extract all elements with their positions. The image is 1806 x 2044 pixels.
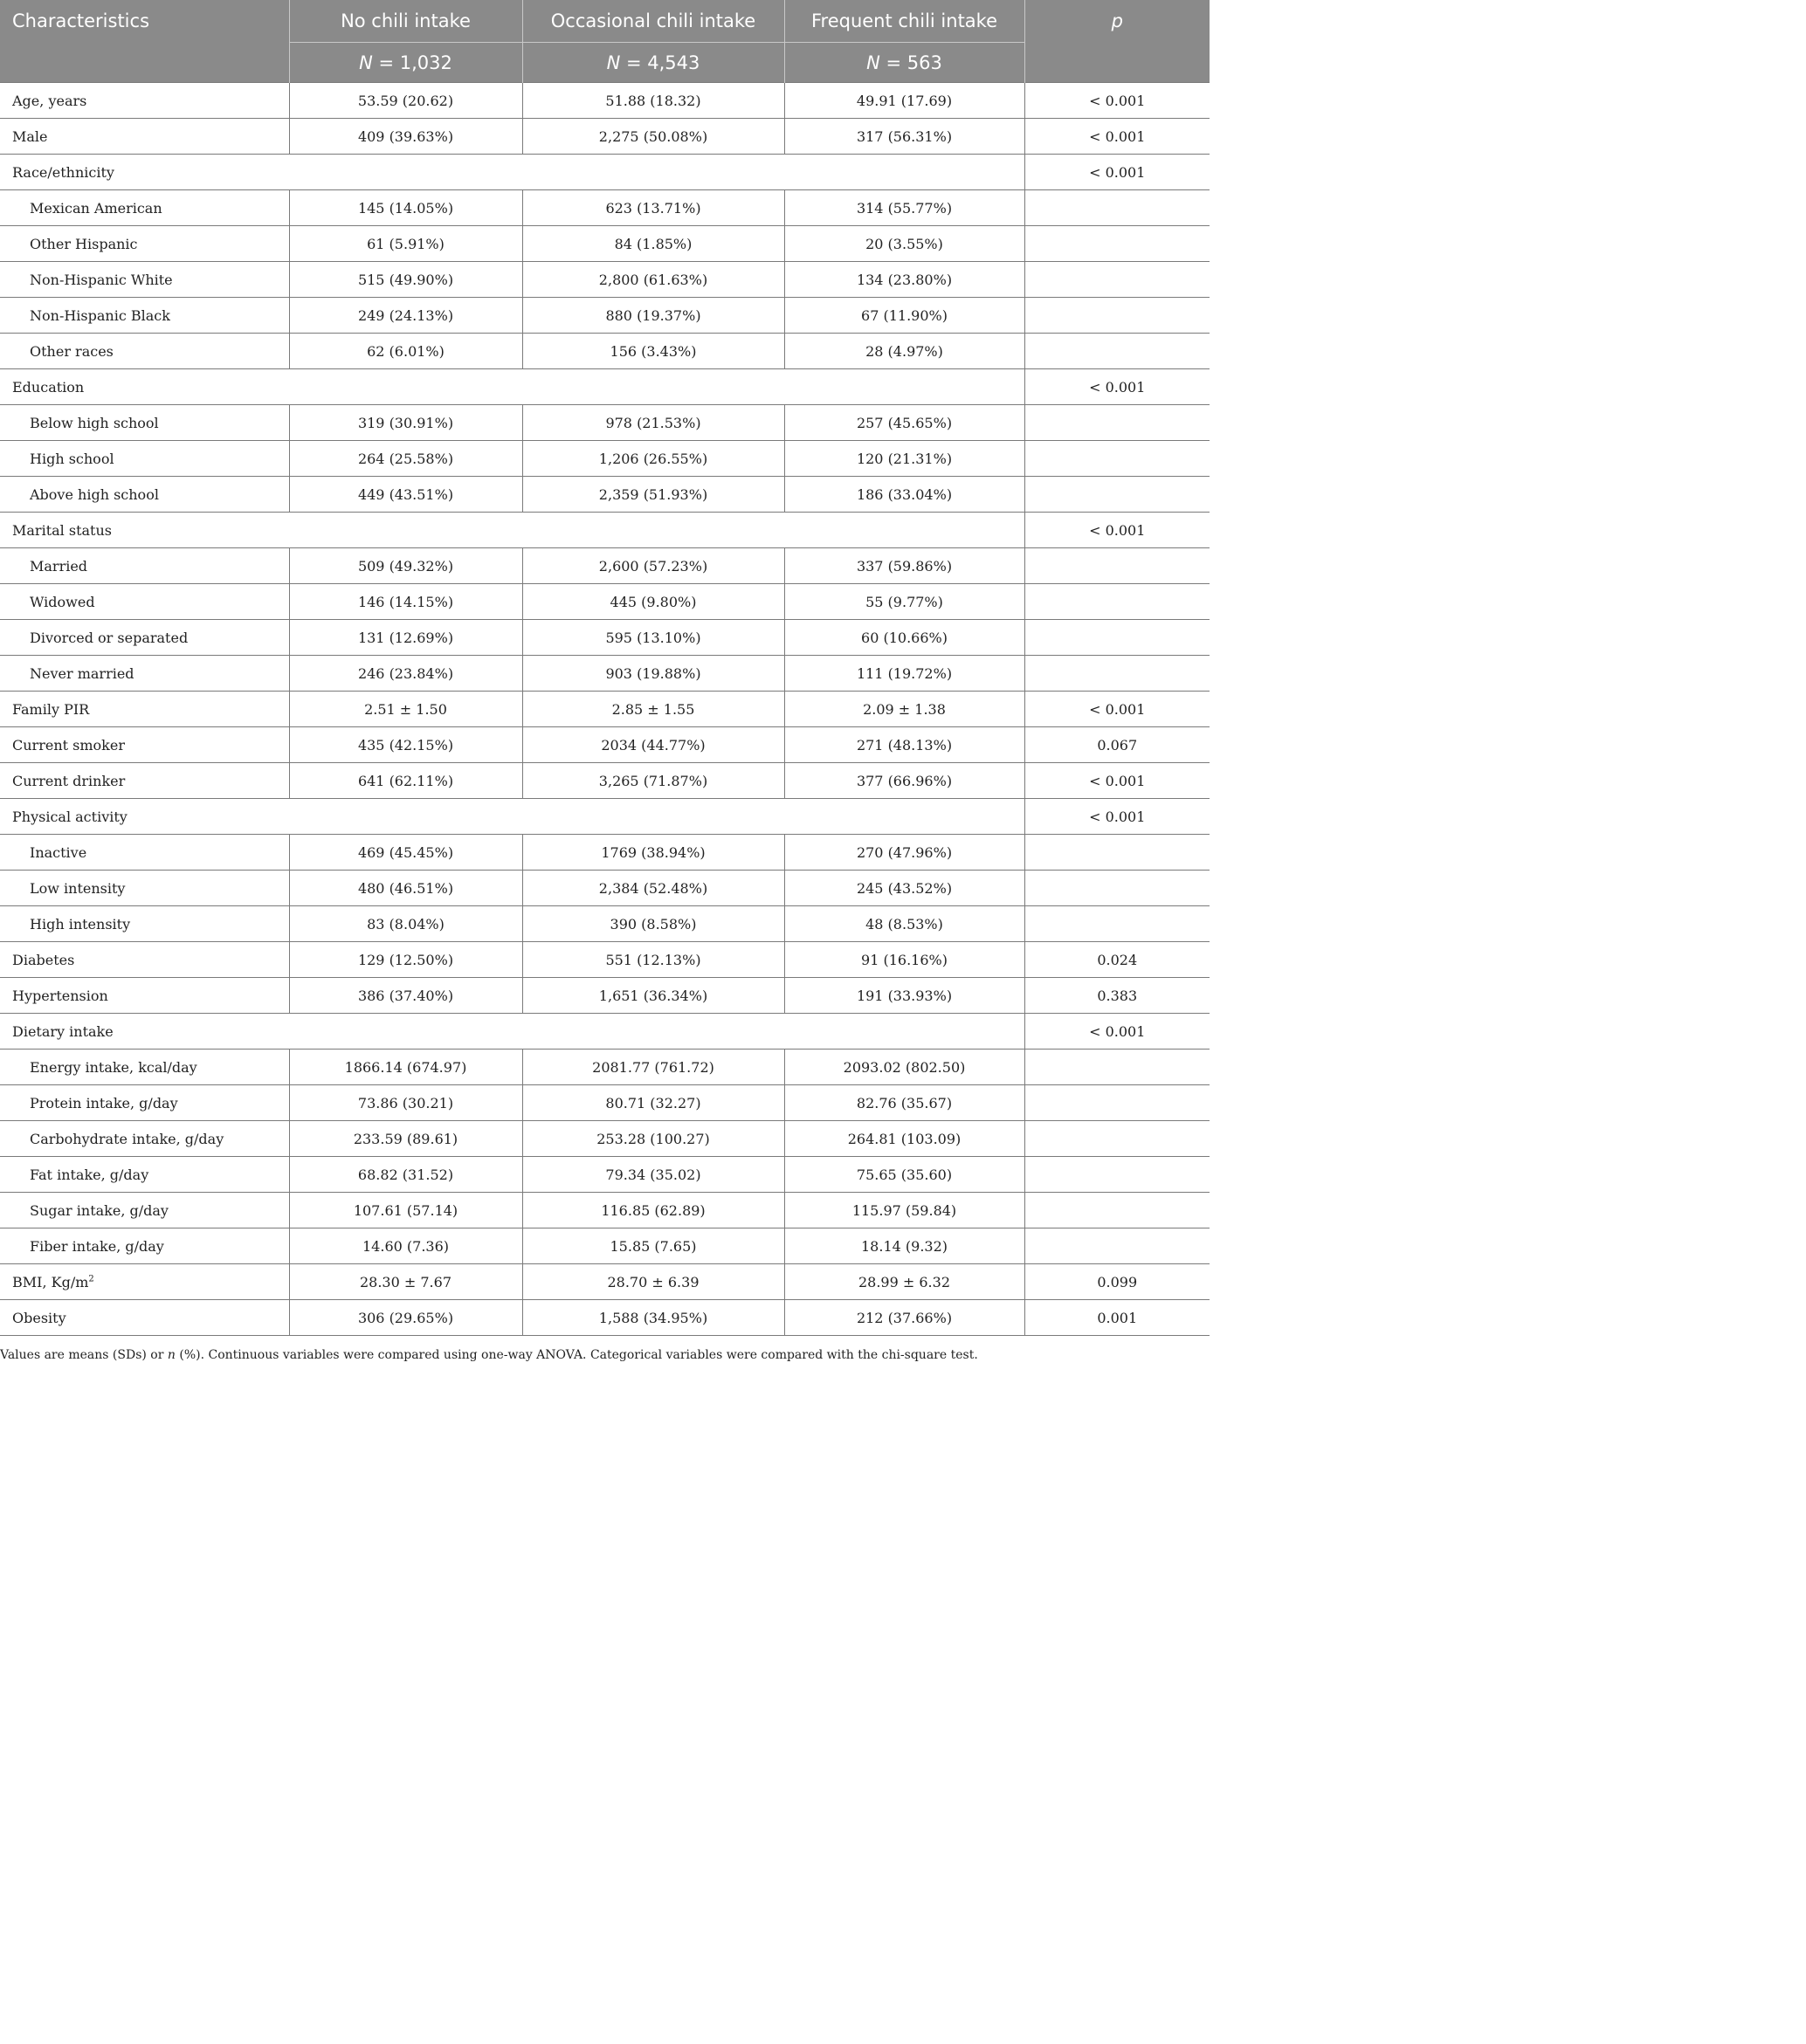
n-value: = 4,543 xyxy=(626,52,700,73)
occasional-chili-value: 1,588 (34.95%) xyxy=(522,1300,784,1336)
p-value xyxy=(1024,1085,1210,1121)
p-value: < 0.001 xyxy=(1024,119,1210,155)
row-label-text: Physical activity xyxy=(12,808,128,825)
header-characteristics: Characteristics xyxy=(0,0,289,43)
no-chili-value: 469 (45.45%) xyxy=(289,835,522,871)
row-label-text: Never married xyxy=(30,664,134,682)
table-row xyxy=(0,727,1210,763)
p-symbol: p xyxy=(1111,10,1123,31)
p-value: < 0.001 xyxy=(1024,763,1210,799)
occasional-chili-value: 2,384 (52.48%) xyxy=(522,871,784,906)
row-label-text: Sugar intake, g/day xyxy=(30,1201,169,1219)
occasional-chili-value: 445 (9.80%) xyxy=(522,584,784,620)
frequent-chili-value: 212 (37.66%) xyxy=(784,1300,1024,1336)
row-label-text: Other Hispanic xyxy=(30,235,138,252)
table-header xyxy=(0,0,1210,83)
occasional-chili-value: 2.85 ± 1.55 xyxy=(522,692,784,727)
row-label xyxy=(0,262,289,298)
table-row xyxy=(0,190,1210,226)
row-label xyxy=(0,871,289,906)
row-label xyxy=(0,584,289,620)
row-label xyxy=(0,441,289,477)
header-frequent-chili: Frequent chili intake xyxy=(784,0,1024,43)
occasional-chili-value: 978 (21.53%) xyxy=(522,405,784,441)
table-row xyxy=(0,1121,1210,1157)
frequent-chili-value: 55 (9.77%) xyxy=(784,584,1024,620)
occasional-chili-value: 1,651 (36.34%) xyxy=(522,978,784,1014)
table-row xyxy=(0,262,1210,298)
occasional-chili-value: 390 (8.58%) xyxy=(522,906,784,942)
no-chili-value: 515 (49.90%) xyxy=(289,262,522,298)
table-row xyxy=(0,405,1210,441)
frequent-chili-value: 377 (66.96%) xyxy=(784,763,1024,799)
row-label xyxy=(0,942,289,978)
frequent-chili-value: 134 (23.80%) xyxy=(784,262,1024,298)
row-label xyxy=(0,906,289,942)
occasional-chili-value: 51.88 (18.32) xyxy=(522,83,784,119)
group-span-cell xyxy=(289,799,1024,835)
p-value xyxy=(1024,1050,1210,1085)
frequent-chili-value: 337 (59.86%) xyxy=(784,548,1024,584)
n-value: = 563 xyxy=(886,52,942,73)
occasional-chili-value: 2034 (44.77%) xyxy=(522,727,784,763)
row-label-text: Current smoker xyxy=(12,736,125,754)
no-chili-value: 249 (24.13%) xyxy=(289,298,522,334)
p-value xyxy=(1024,620,1210,656)
table-row xyxy=(0,942,1210,978)
p-value xyxy=(1024,1121,1210,1157)
row-label-text: Current drinker xyxy=(12,772,126,789)
group-header-row xyxy=(0,799,1210,835)
group-header-row xyxy=(0,1014,1210,1050)
frequent-chili-value: 314 (55.77%) xyxy=(784,190,1024,226)
frequent-chili-value: 186 (33.04%) xyxy=(784,477,1024,513)
row-label xyxy=(0,1193,289,1228)
p-value: 0.001 xyxy=(1024,1300,1210,1336)
header-n-no-chili xyxy=(289,43,522,83)
frequent-chili-value: 18.14 (9.32) xyxy=(784,1228,1024,1264)
frequent-chili-value: 75.65 (35.60) xyxy=(784,1157,1024,1193)
p-value xyxy=(1024,871,1210,906)
header-blank xyxy=(0,43,289,83)
no-chili-value: 146 (14.15%) xyxy=(289,584,522,620)
occasional-chili-value: 2,600 (57.23%) xyxy=(522,548,784,584)
row-label-superscript: 2 xyxy=(88,1274,94,1284)
row-label-text: Carbohydrate intake, g/day xyxy=(30,1130,224,1147)
no-chili-value: 62 (6.01%) xyxy=(289,334,522,369)
row-label xyxy=(0,119,289,155)
p-value xyxy=(1024,298,1210,334)
table-row xyxy=(0,620,1210,656)
table-row xyxy=(0,477,1210,513)
header-occasional-chili: Occasional chili intake xyxy=(522,0,784,43)
header-no-chili: No chili intake xyxy=(289,0,522,43)
no-chili-value: 61 (5.91%) xyxy=(289,226,522,262)
no-chili-value: 319 (30.91%) xyxy=(289,405,522,441)
row-label-text: Non-Hispanic Black xyxy=(30,306,170,324)
p-value: 0.024 xyxy=(1024,942,1210,978)
frequent-chili-value: 120 (21.31%) xyxy=(784,441,1024,477)
occasional-chili-value: 28.70 ± 6.39 xyxy=(522,1264,784,1300)
row-label xyxy=(0,226,289,262)
row-label xyxy=(0,620,289,656)
row-label-text: Married xyxy=(30,557,88,575)
frequent-chili-value: 270 (47.96%) xyxy=(784,835,1024,871)
no-chili-value: 435 (42.15%) xyxy=(289,727,522,763)
no-chili-value: 131 (12.69%) xyxy=(289,620,522,656)
group-header-row xyxy=(0,369,1210,405)
no-chili-value: 480 (46.51%) xyxy=(289,871,522,906)
p-value xyxy=(1024,226,1210,262)
frequent-chili-value: 48 (8.53%) xyxy=(784,906,1024,942)
row-label-text: Marital status xyxy=(12,521,112,539)
row-label-text: Education xyxy=(12,378,85,396)
row-label-text: Diabetes xyxy=(12,951,75,968)
p-value: 0.383 xyxy=(1024,978,1210,1014)
footnote-n: n xyxy=(167,1348,176,1362)
row-label xyxy=(0,334,289,369)
table-row xyxy=(0,1193,1210,1228)
p-value: < 0.001 xyxy=(1024,692,1210,727)
frequent-chili-value: 60 (10.66%) xyxy=(784,620,1024,656)
frequent-chili-value: 82.76 (35.67) xyxy=(784,1085,1024,1121)
table-row xyxy=(0,692,1210,727)
row-label xyxy=(0,548,289,584)
table-row xyxy=(0,441,1210,477)
row-label xyxy=(0,656,289,692)
table-row xyxy=(0,906,1210,942)
row-label-text: Energy intake, kcal/day xyxy=(30,1058,197,1076)
occasional-chili-value: 79.34 (35.02) xyxy=(522,1157,784,1193)
occasional-chili-value: 3,265 (71.87%) xyxy=(522,763,784,799)
n-symbol: N xyxy=(866,52,880,73)
table-row xyxy=(0,298,1210,334)
row-label-text: Mexican American xyxy=(30,199,162,217)
p-value: 0.067 xyxy=(1024,727,1210,763)
table-row xyxy=(0,1157,1210,1193)
p-value: < 0.001 xyxy=(1024,155,1210,190)
frequent-chili-value: 264.81 (103.09) xyxy=(784,1121,1024,1157)
frequent-chili-value: 245 (43.52%) xyxy=(784,871,1024,906)
table-row xyxy=(0,83,1210,119)
occasional-chili-value: 2,800 (61.63%) xyxy=(522,262,784,298)
no-chili-value: 73.86 (30.21) xyxy=(289,1085,522,1121)
table-row xyxy=(0,656,1210,692)
frequent-chili-value: 111 (19.72%) xyxy=(784,656,1024,692)
occasional-chili-value: 595 (13.10%) xyxy=(522,620,784,656)
row-label-text: Divorced or separated xyxy=(30,629,189,646)
p-value xyxy=(1024,906,1210,942)
row-label-text: Inactive xyxy=(30,843,87,861)
frequent-chili-value: 20 (3.55%) xyxy=(784,226,1024,262)
frequent-chili-value: 2.09 ± 1.38 xyxy=(784,692,1024,727)
table-row xyxy=(0,1300,1210,1336)
no-chili-value: 53.59 (20.62) xyxy=(289,83,522,119)
row-label-text: Non-Hispanic White xyxy=(30,271,173,288)
row-label xyxy=(0,83,289,119)
row-label xyxy=(0,1050,289,1085)
row-label xyxy=(0,405,289,441)
row-label xyxy=(0,978,289,1014)
p-value xyxy=(1024,1228,1210,1264)
header-n-frequent-chili xyxy=(784,43,1024,83)
row-label-text: Other races xyxy=(30,342,114,360)
no-chili-value: 83 (8.04%) xyxy=(289,906,522,942)
row-label-text: Race/ethnicity xyxy=(12,163,114,181)
table-row xyxy=(0,1228,1210,1264)
no-chili-value: 409 (39.63%) xyxy=(289,119,522,155)
no-chili-value: 246 (23.84%) xyxy=(289,656,522,692)
frequent-chili-value: 28.99 ± 6.32 xyxy=(784,1264,1024,1300)
row-label-text: Male xyxy=(12,127,48,145)
frequent-chili-value: 271 (48.13%) xyxy=(784,727,1024,763)
p-value xyxy=(1024,334,1210,369)
p-value xyxy=(1024,1193,1210,1228)
frequent-chili-value: 49.91 (17.69) xyxy=(784,83,1024,119)
frequent-chili-value: 257 (45.65%) xyxy=(784,405,1024,441)
table-row xyxy=(0,1085,1210,1121)
row-label-text: High school xyxy=(30,450,114,467)
p-value xyxy=(1024,190,1210,226)
p-value xyxy=(1024,835,1210,871)
row-label xyxy=(0,513,289,548)
occasional-chili-value: 1,206 (26.55%) xyxy=(522,441,784,477)
table-row xyxy=(0,978,1210,1014)
row-label xyxy=(0,835,289,871)
table-row xyxy=(0,763,1210,799)
row-label-text: Low intensity xyxy=(30,879,126,897)
table-body xyxy=(0,83,1210,1336)
frequent-chili-value: 2093.02 (802.50) xyxy=(784,1050,1024,1085)
footnote-part1: Values are means (SDs) or xyxy=(0,1348,168,1362)
occasional-chili-value: 623 (13.71%) xyxy=(522,190,784,226)
group-span-cell xyxy=(289,513,1024,548)
row-label xyxy=(0,799,289,835)
header-n-occasional-chili xyxy=(522,43,784,83)
row-label-text: Above high school xyxy=(30,485,159,503)
row-label-text: Family PIR xyxy=(12,700,90,718)
p-value xyxy=(1024,405,1210,441)
row-label-text: Age, years xyxy=(12,92,87,109)
row-label xyxy=(0,298,289,334)
occasional-chili-value: 156 (3.43%) xyxy=(522,334,784,369)
p-value: < 0.001 xyxy=(1024,369,1210,405)
p-value: 0.099 xyxy=(1024,1264,1210,1300)
table-row xyxy=(0,1264,1210,1300)
group-span-cell xyxy=(289,1014,1024,1050)
occasional-chili-value: 116.85 (62.89) xyxy=(522,1193,784,1228)
occasional-chili-value: 551 (12.13%) xyxy=(522,942,784,978)
group-header-row xyxy=(0,155,1210,190)
row-label xyxy=(0,727,289,763)
occasional-chili-value: 253.28 (100.27) xyxy=(522,1121,784,1157)
p-value xyxy=(1024,262,1210,298)
row-label xyxy=(0,477,289,513)
no-chili-value: 233.59 (89.61) xyxy=(289,1121,522,1157)
row-label xyxy=(0,1300,289,1336)
row-label xyxy=(0,190,289,226)
table-row xyxy=(0,1050,1210,1085)
row-label-text: Protein intake, g/day xyxy=(30,1094,178,1111)
row-label xyxy=(0,1157,289,1193)
occasional-chili-value: 80.71 (32.27) xyxy=(522,1085,784,1121)
no-chili-value: 386 (37.40%) xyxy=(289,978,522,1014)
frequent-chili-value: 317 (56.31%) xyxy=(784,119,1024,155)
occasional-chili-value: 880 (19.37%) xyxy=(522,298,784,334)
frequent-chili-value: 91 (16.16%) xyxy=(784,942,1024,978)
p-value xyxy=(1024,548,1210,584)
row-label-text: Fiber intake, g/day xyxy=(30,1237,164,1255)
no-chili-value: 129 (12.50%) xyxy=(289,942,522,978)
no-chili-value: 145 (14.05%) xyxy=(289,190,522,226)
row-label-text: Widowed xyxy=(30,593,95,610)
table-row xyxy=(0,226,1210,262)
n-symbol: N xyxy=(606,52,621,73)
occasional-chili-value: 84 (1.85%) xyxy=(522,226,784,262)
characteristics-table xyxy=(0,0,1210,1336)
table-row xyxy=(0,334,1210,369)
no-chili-value: 306 (29.65%) xyxy=(289,1300,522,1336)
occasional-chili-value: 2,275 (50.08%) xyxy=(522,119,784,155)
occasional-chili-value: 1769 (38.94%) xyxy=(522,835,784,871)
row-label-text: Obesity xyxy=(12,1309,66,1326)
row-label xyxy=(0,1264,289,1300)
occasional-chili-value: 903 (19.88%) xyxy=(522,656,784,692)
footnote-part2: (%). Continuous variables were compared using one-way ANOVA. Categorical variables were compared with the chi-square test. xyxy=(175,1348,978,1362)
p-value: < 0.001 xyxy=(1024,83,1210,119)
table-footnote xyxy=(0,1348,978,1362)
group-span-cell xyxy=(289,369,1024,405)
p-value xyxy=(1024,477,1210,513)
p-value: < 0.001 xyxy=(1024,799,1210,835)
p-value xyxy=(1024,1157,1210,1193)
no-chili-value: 28.30 ± 7.67 xyxy=(289,1264,522,1300)
row-label xyxy=(0,1014,289,1050)
no-chili-value: 107.61 (57.14) xyxy=(289,1193,522,1228)
no-chili-value: 264 (25.58%) xyxy=(289,441,522,477)
table-row xyxy=(0,871,1210,906)
row-label-text: Dietary intake xyxy=(12,1022,114,1040)
row-label xyxy=(0,1121,289,1157)
p-value xyxy=(1024,584,1210,620)
no-chili-value: 2.51 ± 1.50 xyxy=(289,692,522,727)
row-label xyxy=(0,763,289,799)
row-label-text: Hypertension xyxy=(12,987,108,1004)
occasional-chili-value: 2,359 (51.93%) xyxy=(522,477,784,513)
no-chili-value: 14.60 (7.36) xyxy=(289,1228,522,1264)
table-row xyxy=(0,548,1210,584)
row-label xyxy=(0,1228,289,1264)
row-label xyxy=(0,1085,289,1121)
row-label xyxy=(0,692,289,727)
occasional-chili-value: 2081.77 (761.72) xyxy=(522,1050,784,1085)
row-label-text: Fat intake, g/day xyxy=(30,1166,149,1183)
no-chili-value: 449 (43.51%) xyxy=(289,477,522,513)
table-row xyxy=(0,119,1210,155)
frequent-chili-value: 115.97 (59.84) xyxy=(784,1193,1024,1228)
row-label-text: Below high school xyxy=(30,414,159,431)
frequent-chili-value: 191 (33.93%) xyxy=(784,978,1024,1014)
row-label-text: BMI, Kg/m xyxy=(12,1273,89,1290)
group-header-row xyxy=(0,513,1210,548)
p-value xyxy=(1024,656,1210,692)
frequent-chili-value: 28 (4.97%) xyxy=(784,334,1024,369)
row-label xyxy=(0,155,289,190)
occasional-chili-value: 15.85 (7.65) xyxy=(522,1228,784,1264)
no-chili-value: 68.82 (31.52) xyxy=(289,1157,522,1193)
row-label xyxy=(0,369,289,405)
n-symbol: N xyxy=(359,52,373,73)
p-value: < 0.001 xyxy=(1024,1014,1210,1050)
table-row xyxy=(0,584,1210,620)
p-value: < 0.001 xyxy=(1024,513,1210,548)
header-p-value xyxy=(1024,0,1210,83)
no-chili-value: 509 (49.32%) xyxy=(289,548,522,584)
table-row xyxy=(0,835,1210,871)
p-value xyxy=(1024,441,1210,477)
no-chili-value: 641 (62.11%) xyxy=(289,763,522,799)
n-value: = 1,032 xyxy=(378,52,452,73)
frequent-chili-value: 67 (11.90%) xyxy=(784,298,1024,334)
row-label-text: High intensity xyxy=(30,915,131,933)
no-chili-value: 1866.14 (674.97) xyxy=(289,1050,522,1085)
group-span-cell xyxy=(289,155,1024,190)
